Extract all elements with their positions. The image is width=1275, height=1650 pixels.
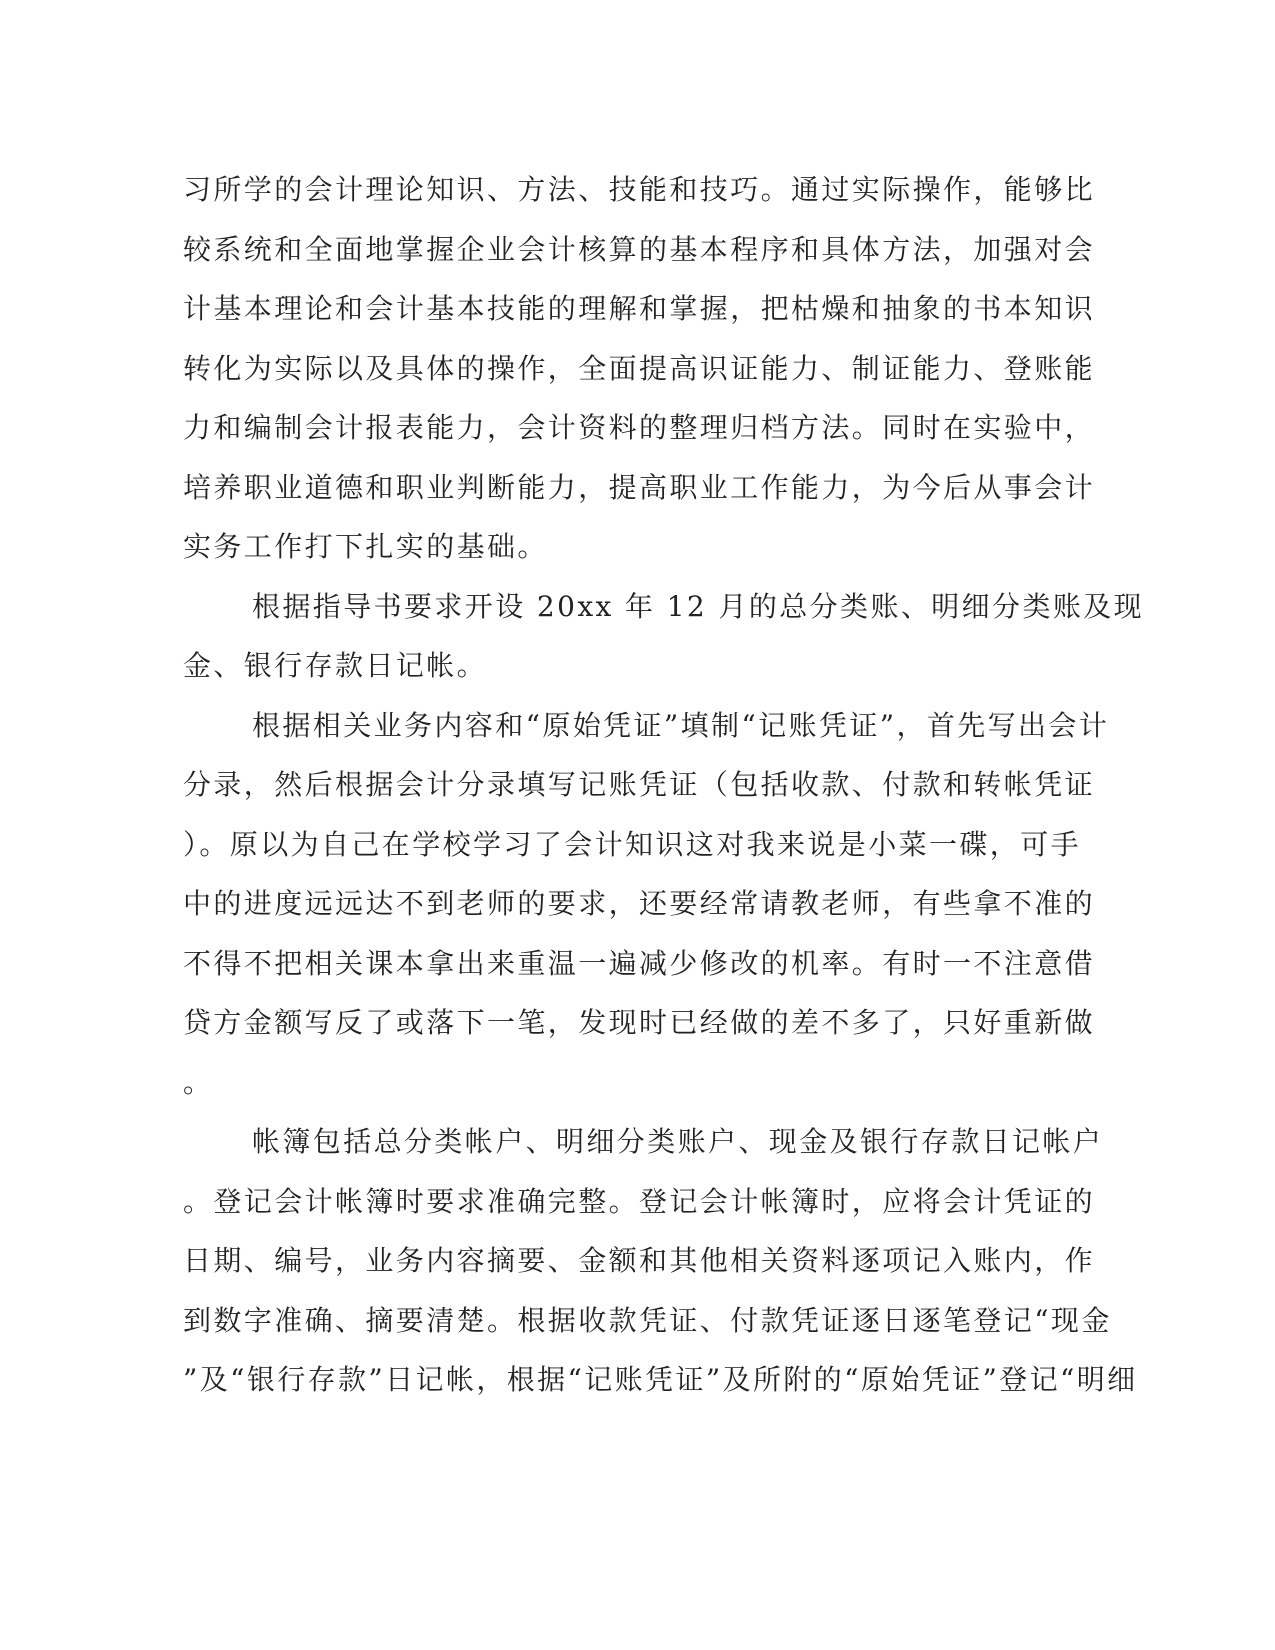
paragraph-3 [183,696,1110,1113]
text-line: 不得不把相关课本拿出来重温一遍减少修改的机率。有时一不注意借 [183,946,1096,980]
document-body [183,160,1145,1410]
text-line: 中的进度远远达不到老师的要求，还要经常请教老师，有些拿不准的 [183,887,1096,920]
text-line: 计基本理论和会计基本技能的理解和掌握，把枯燥和抽象的书本知识 [183,292,1096,325]
text-line: 帐簿包括总分类帐户、明细分类账户、现金及银行存款日记帐户 [252,1125,1104,1158]
paragraph-4 [183,1112,1138,1410]
text-line: 到数字准确、摘要清楚。根据收款凭证、付款凭证逐日逐笔登记“现金 [183,1303,1112,1337]
text-line: ”及“银行存款”日记帐，根据“记账凭证”及所附的“原始凭证”登记“明细 [183,1363,1138,1396]
text-line: 根据相关业务内容和“原始凭证”填制“记账凭证”，首先写出会计 [252,708,1110,742]
text-line: 。登记会计帐簿时要求准确完整。登记会计帐簿时，应将会计凭证的 [183,1184,1096,1218]
text-line: 培养职业道德和职业判断能力，提高职业工作能力，为今后从事会计 [183,470,1096,504]
paragraph-2 [183,577,1145,696]
text-line: 贷方金额写反了或落下一笔，发现时已经做的差不多了，只好重新做 [183,1006,1096,1039]
text-line: 。 [183,1065,214,1099]
text-line: 习所学的会计理论知识、方法、技能和技巧。通过实际操作，能够比 [183,173,1096,206]
text-line: 分录，然后根据会计分录填写记账凭证（包括收款、付款和转帐凭证 [183,768,1096,801]
text-line: 较系统和全面地掌握企业会计核算的基本程序和具体方法，加强对会 [183,232,1096,266]
text-line: 日期、编号，业务内容摘要、金额和其他相关资料逐项记入账内，作 [183,1244,1096,1277]
text-line: 根据指导书要求开设 20xx 年 12 月的总分类账、明细分类账及现 [252,589,1145,623]
paragraph-1 [183,160,1096,577]
text-line: 金、银行存款日记帐。 [183,649,488,682]
text-line: 实务工作打下扎实的基础。 [183,530,548,563]
text-line: 转化为实际以及具体的操作，全面提高识证能力、制证能力、登账能 [183,351,1096,385]
text-line: 力和编制会计报表能力，会计资料的整理归档方法。同时在实验中， [183,411,1096,444]
text-line: ）。原以为自己在学校学习了会计知识这对我来说是小菜一碟，可手 [183,827,1082,861]
